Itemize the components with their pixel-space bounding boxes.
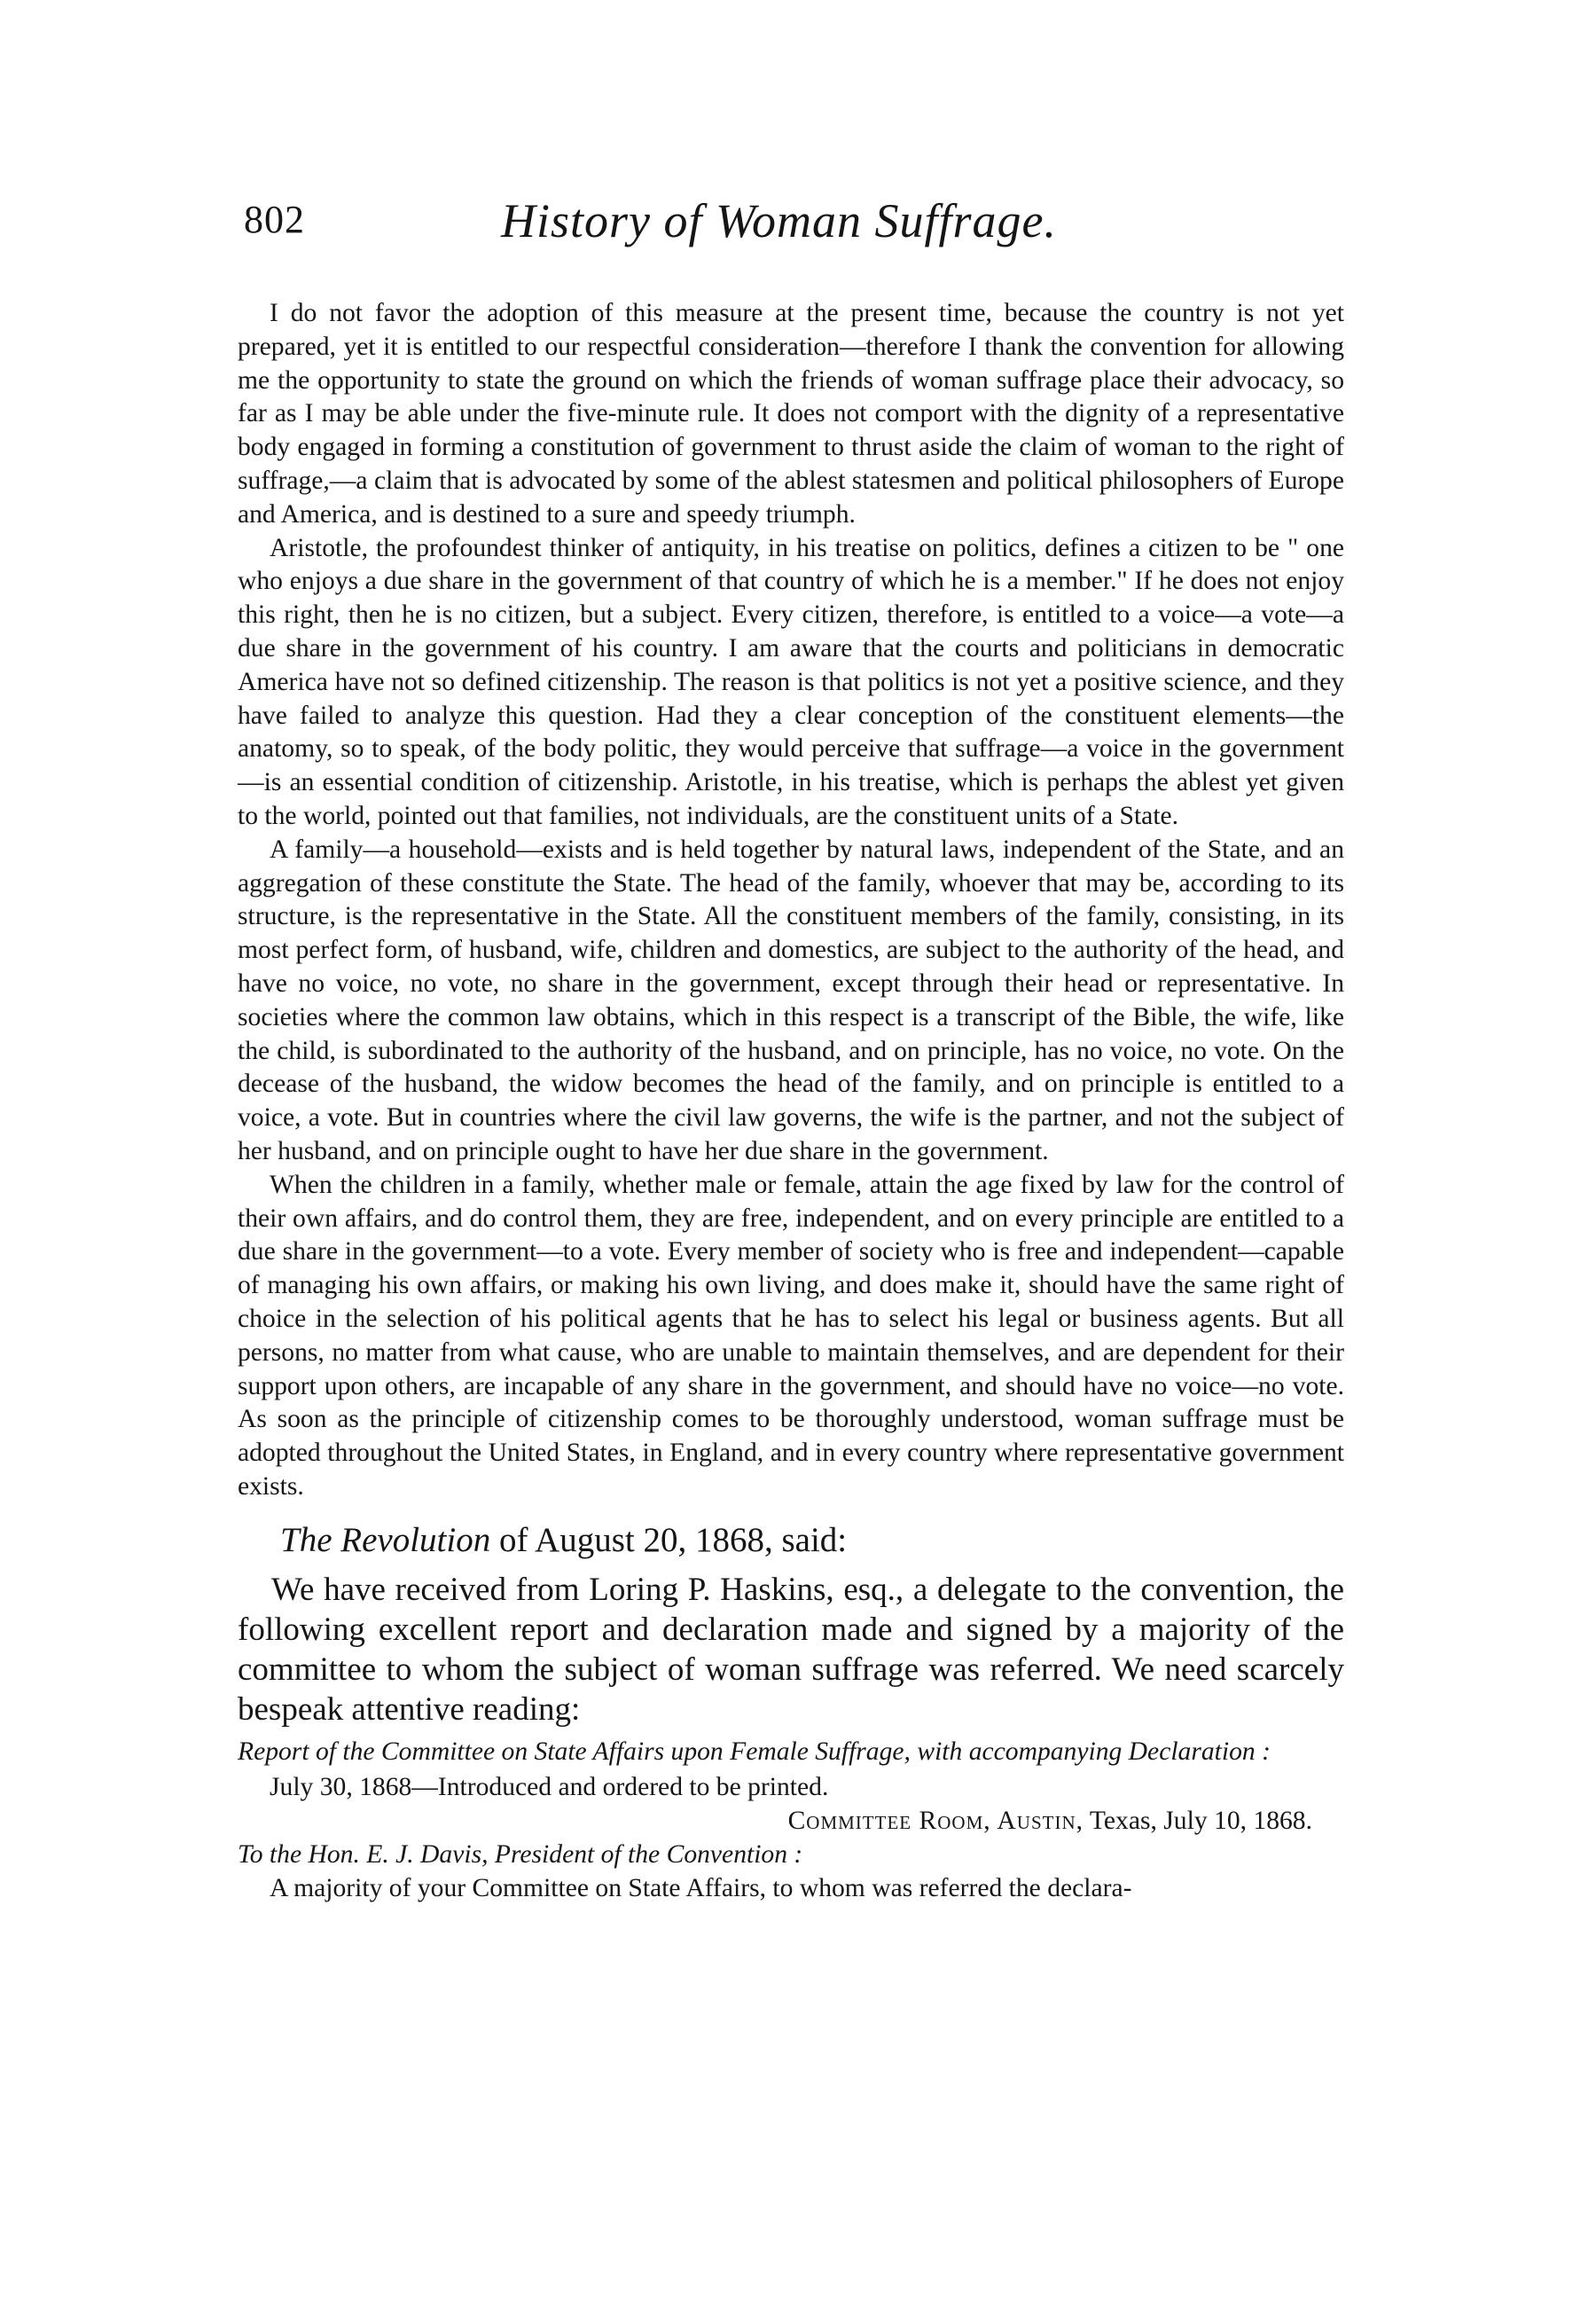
page-number: 802: [244, 198, 305, 241]
committee-room-date: Texas, July 10, 1868.: [1084, 1806, 1312, 1835]
paragraph-1: I do not favor the adoption of this measure at the present time, because the country is not yet prepared, yet it is entitled to our respectful consideration—therefore I thank the convention for allowing me the opportunity to state the ground on which the friends of woman suffrage place their advocacy, so far as I may be able under the five-minute rule. It does not comport with the dignity of a representative body engaged in forming a constitution of government to thrust aside the claim of woman to the right of suffrage,—a claim that is advocated by some of the ablest statesmen and political philosophers of Europe and America, and is destined to a sure and speedy triumph.: [238, 299, 1344, 529]
running-header: [244, 194, 1348, 261]
committee-room-line: [238, 1804, 1344, 1838]
report-title: Report of the Committee on State Affairs upon Female Suffrage, with accompanying Declaration :: [238, 1737, 1271, 1766]
paragraph-2: Aristotle, the profoundest thinker of antiquity, in his treatise on politics, defines a citizen to be " one who enjoys a due share in the government of that country of which he is a member." If he does not enjoy this right, then he is no citizen, but a subject. Every citizen, therefore, is entitled to a voice—a vote—a due share in the government of his country. I am aware that the courts and politicians in democratic America have not so defined citizenship. The reason is that politics is not yet a positive science, and they have failed to analyze this question. Had they a clear conception of the constituent elements—the anatomy, so to speak, of the body politic, they would perceive that suffrage—a voice in the government—is an essential condition of citizenship. Aristotle, in his treatise, which is perhaps the ablest yet given to the world, pointed out that families, not individuals, are the constituent units of a State.: [238, 533, 1344, 830]
address-line: To the Hon. E. J. Davis, President of the Convention :: [238, 1839, 803, 1869]
publication-name: The Revolution: [280, 1520, 491, 1559]
paragraph-4: When the children in a family, whether male or female, attain the age fixed by law for the control of their own affairs, and do control them, they are free, independent, and on every principle are entitled to a due share in the government—to a vote. Every member of society who is free and independent—capable of managing his own affairs, or making his own living, and does make it, should have the same right of choice in the selection of his political agents that he has to select his legal or business agents. But all persons, no matter from what cause, who are unable to maintain themselves, and are dependent for their support upon others, are incapable of any share in the government, and should have no voice—no vote. As soon as the principle of citizenship comes to be thoroughly understood, woman suffrage must be adopted throughout the United States, in England, and in every country where representative government exists.: [238, 1170, 1344, 1501]
revolution-intro: [238, 1520, 1344, 1561]
running-title: History of Woman Suffrage.: [501, 194, 1058, 247]
introduced-line: July 30, 1868—Introduced and ordered to be printed.: [270, 1772, 829, 1801]
paragraph-3: A family—a household—exists and is held together by natural laws, independent of the State, and an aggregation of these constitute the State. The head of the family, whoever that may be, according to its structure, is the representative in the State. All the constituent members of the family, consisting, in its most perfect form, of husband, wife, children and domestics, are subject to the authority of the head, and have no voice, no vote, no share in the government, except through their head or representative. In societies where the common law obtains, which in this respect is a transcript of the Bible, the wife, like the child, is subordinated to the authority of the husband, and on principle, has no voice, no vote. On the decease of the husband, the widow becomes the head of the family, and on principle is entitled to a voice, a vote. But in countries where the civil law governs, the wife is the partner, and not the subject of her husband, and on principle ought to have her due share in the government.: [238, 835, 1344, 1165]
intro-rest: of August 20, 1868, said:: [490, 1520, 848, 1559]
text-column: [238, 297, 1344, 1905]
committee-room-place: Committee Room, Austin,: [787, 1806, 1084, 1835]
quoted-statement: We have received from Loring P. Haskins, esq., a delegate to the convention, the following excellent report and declaration made and signed by a majority of the committee to whom the subject of woman suffrage was referred. We need scarcely bespeak attentive reading:: [238, 1571, 1344, 1728]
final-line: A majority of your Committee on State Affairs, to whom was referred the declara-: [270, 1873, 1132, 1902]
